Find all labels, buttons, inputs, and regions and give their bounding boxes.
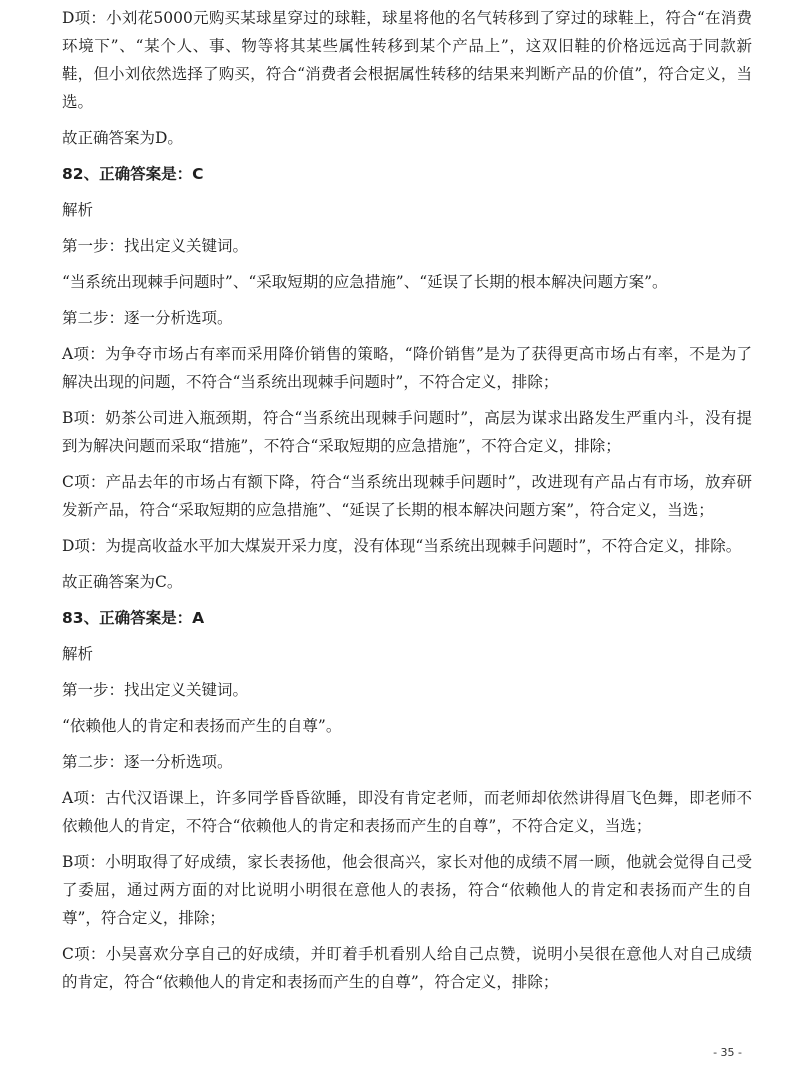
analysis-label: 解析 <box>62 645 94 663</box>
step-two: 第二步：逐一分析选项。 <box>62 753 233 771</box>
option-d-paragraph: D项：小刘花5000元购买某球星穿过的球鞋，球星将他的名气转移到了穿过的球鞋上，符合“在消费环境下”、“某个人、事、物等将其某些属性转移到某个产品上”，这双旧鞋的价格远远高于同款新鞋，但小刘依然选择了购买，符合“消费者会根据属性转移的结果来判断产品的价值”，符合定义，当选。 <box>62 9 752 111</box>
option-d-paragraph: D项：为提高收益水平加大煤炭开采力度，没有体现“当系统出现棘手问题时”，不符合定义，排除。 <box>62 537 742 555</box>
page-number: - 35 - <box>713 1046 742 1059</box>
step-two: 第二步：逐一分析选项。 <box>62 309 233 327</box>
option-c-paragraph: C项：小吴喜欢分享自己的好成绩，并盯着手机看别人给自己点赞，说明小吴很在意他人对自己成绩的肯定，符合“依赖他人的肯定和表扬而产生的自尊”，符合定义，排除； <box>62 945 752 991</box>
option-b-paragraph: B项：奶茶公司进入瓶颈期，符合“当系统出现棘手问题时”，高层为谋求出路发生严重内斗，没有提到为解决问题而采取“措施”，不符合“采取短期的应急措施”，不符合定义，排除； <box>62 409 752 455</box>
step-one: 第一步：找出定义关键词。 <box>62 681 249 699</box>
document-page <box>62 4 752 1004</box>
option-a-paragraph: A项：古代汉语课上，许多同学昏昏欲睡，即没有肯定老师，而老师却依然讲得眉飞色舞，即老师不依赖他人的肯定，不符合“依赖他人的肯定和表扬而产生的自尊”，不符合定义，当选； <box>62 789 752 835</box>
answer-conclusion: 故正确答案为D。 <box>62 129 183 147</box>
option-a-paragraph: A项：为争夺市场占有率而采用降价销售的策略，“降价销售”是为了获得更高市场占有率，不是为了解决出现的问题，不符合“当系统出现棘手问题时”，不符合定义，排除； <box>62 345 752 391</box>
step-one: 第一步：找出定义关键词。 <box>62 237 249 255</box>
keywords: “当系统出现棘手问题时”、“采取短期的应急措施”、“延误了长期的根本解决问题方案”。 <box>62 273 668 291</box>
answer-conclusion: 故正确答案为C。 <box>62 573 183 591</box>
analysis-label: 解析 <box>62 201 94 219</box>
keywords: “依赖他人的肯定和表扬而产生的自尊”。 <box>62 717 342 735</box>
question-83-heading: 83、正确答案是：A <box>62 609 205 627</box>
option-c-paragraph: C项：产品去年的市场占有额下降，符合“当系统出现棘手问题时”，改进现有产品占有市场，放弃研发新产品，符合“采取短期的应急措施”、“延误了长期的根本解决问题方案”，符合定义，当选； <box>62 473 752 519</box>
question-82-heading: 82、正确答案是：C <box>62 165 204 183</box>
option-b-paragraph: B项：小明取得了好成绩，家长表扬他，他会很高兴，家长对他的成绩不屑一顾，他就会觉得自己受了委屈，通过两方面的对比说明小明很在意他人的表扬，符合“依赖他人的肯定和表扬而产生的自尊”，符合定义，排除； <box>62 853 752 927</box>
